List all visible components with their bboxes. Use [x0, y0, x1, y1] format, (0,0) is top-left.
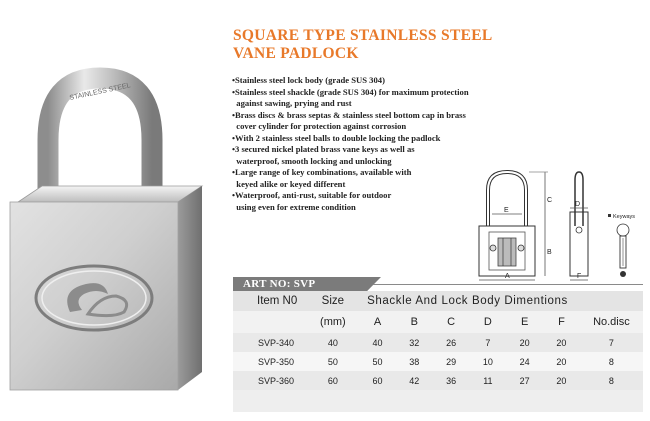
subheader-blank	[233, 311, 307, 333]
header-size: Size	[307, 291, 360, 311]
feature-line: against sawing, prying and rust	[232, 98, 352, 108]
cell-d: 11	[469, 371, 506, 390]
subheader-a: A	[359, 311, 396, 333]
cell-c: 26	[433, 333, 470, 352]
cell-b: 32	[396, 333, 433, 352]
cell-model: SVP-340	[233, 333, 307, 352]
cell-discs: 8	[580, 371, 643, 390]
header-dimensions: Shackle And Lock Body Dimentions	[359, 291, 643, 311]
subheader-c: C	[433, 311, 470, 333]
spec-table	[233, 291, 643, 412]
subheader-discs: No.disc	[580, 311, 643, 333]
cell-size: 40	[307, 333, 360, 352]
table-row	[233, 352, 643, 371]
art-no-bar	[233, 277, 643, 292]
subheader-f: F	[543, 311, 580, 333]
cell-discs: 7	[580, 333, 643, 352]
cell-e: 27	[506, 371, 543, 390]
cell-f: 20	[543, 352, 580, 371]
cell-discs: 8	[580, 352, 643, 371]
product-title	[233, 27, 533, 63]
title-line-1: SQUARE TYPE STAINLESS STEEL	[233, 27, 493, 44]
cell-f: 20	[543, 333, 580, 352]
cell-d: 7	[469, 333, 506, 352]
cell-f: 20	[543, 371, 580, 390]
cell-b: 38	[396, 352, 433, 371]
table-row	[233, 333, 643, 352]
table-blank-row	[233, 390, 643, 412]
cell-size: 50	[307, 352, 360, 371]
feature-line: waterproof, smooth locking and unlocking	[232, 155, 392, 166]
feature-line: •Waterproof, anti-rust, suitable for outdoor	[232, 190, 392, 200]
lock-body-top	[18, 186, 202, 202]
title-line-2: VANE PADLOCK	[233, 45, 359, 62]
feature-line: •3 secured nickel plated brass vane keys as well as	[232, 144, 415, 154]
feature-line: •With 2 stainless steel balls to double locking the padlock	[232, 132, 441, 143]
blank-cell	[233, 390, 643, 412]
cell-a: 40	[359, 333, 396, 352]
cell-model: SVP-360	[233, 371, 307, 390]
subheader-e: E	[506, 311, 543, 333]
dim-label-b: B	[547, 249, 552, 256]
subheader-unit: (mm)	[307, 311, 360, 333]
art-no-label: ART NO: SVP	[243, 278, 316, 290]
dim-label-d: D	[575, 201, 581, 208]
dim-label-c: C	[547, 197, 553, 204]
subheader-b: B	[396, 311, 433, 333]
feature-line: •Brass discs & brass septas & stainless steel bottom cap in brass	[232, 109, 466, 120]
cell-e: 24	[506, 352, 543, 371]
cell-c: 29	[433, 352, 470, 371]
feature-line: •Stainless steel shackle (grade SUS 304) for maximum protection	[232, 86, 469, 97]
feature-line: cover cylinder for protection against corrosion	[232, 121, 407, 131]
lock-body-side	[178, 186, 202, 390]
keyways-label: Keyways	[613, 214, 636, 220]
feature-line: •Stainless steel lock body (grade SUS 304)	[232, 75, 385, 85]
cell-d: 10	[469, 352, 506, 371]
cell-size: 60	[307, 371, 360, 390]
shackle-engraving: STAINLESS STEEL	[68, 82, 132, 102]
technical-drawing	[463, 168, 648, 283]
header-item-no: Item N0	[233, 291, 307, 311]
cell-a: 50	[359, 352, 396, 371]
table-row	[233, 371, 643, 390]
cell-e: 20	[506, 333, 543, 352]
cell-c: 36	[433, 371, 470, 390]
padlock-photo	[0, 60, 235, 400]
cell-b: 42	[396, 371, 433, 390]
subheader-d: D	[469, 311, 506, 333]
dim-label-e: E	[504, 207, 509, 214]
art-no-divider	[373, 284, 643, 285]
feature-line: keyed alike or keyed different	[232, 178, 346, 189]
feature-line: using even for extreme condition	[232, 201, 356, 212]
cell-a: 60	[359, 371, 396, 390]
feature-line: •Large range of key combinations, available with	[232, 167, 412, 177]
dim-label-f: F	[577, 273, 582, 280]
dim-label-a: A	[505, 273, 510, 280]
cell-model: SVP-350	[233, 352, 307, 371]
table-header-row	[233, 291, 643, 311]
table-subheader-row	[233, 311, 643, 333]
